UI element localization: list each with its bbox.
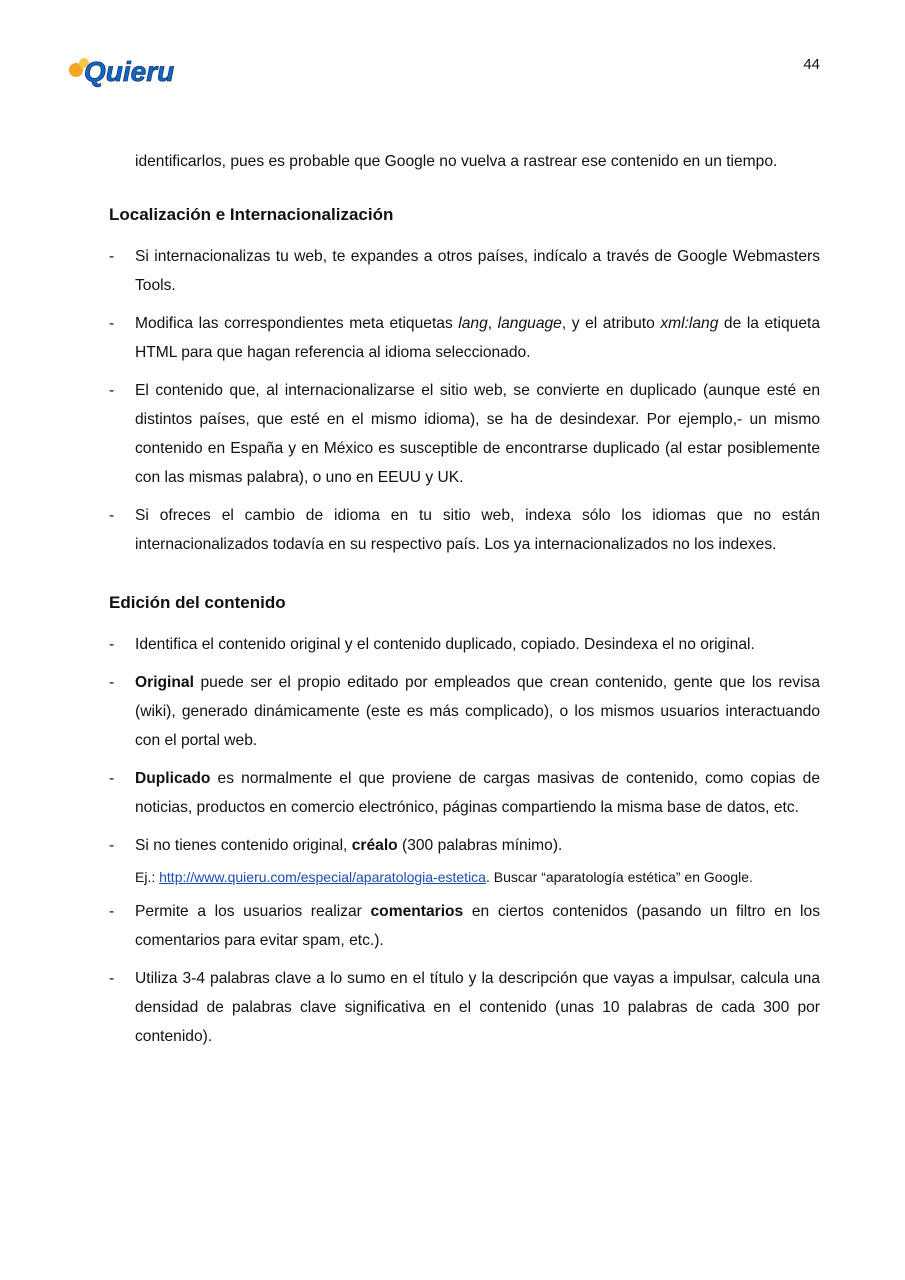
bullet-dash: - xyxy=(109,636,115,653)
list-item: - Modifica las correspondientes meta etiquetas lang, language, y el atributo xml:lang de la etiqueta HTML para que hagan referencia al idioma seleccionado. xyxy=(109,309,820,367)
content-editing-list-cont xyxy=(109,897,820,1051)
list-item: - Si internacionalizas tu web, te expandes a otros países, indícalo a través de Google Webmasters Tools. xyxy=(109,242,820,300)
list-item: - Permite a los usuarios realizar comentarios en ciertos contenidos (pasando un filtro en los comentarios para evitar spam, etc.). xyxy=(109,897,820,955)
page-number: 44 xyxy=(803,56,820,73)
example-link[interactable]: http://www.quieru.com/especial/aparatologia-estetica xyxy=(159,869,486,885)
example-line: Ej.: http://www.quieru.com/especial/aparatologia-estetica. Buscar “aparatología estética” en Google. xyxy=(135,869,753,885)
document-body xyxy=(109,147,820,1060)
logo-graphic xyxy=(64,50,190,96)
bullet-dash: - xyxy=(109,507,115,524)
bullet-dash: - xyxy=(109,837,115,854)
quieru-logo xyxy=(64,50,190,96)
logo-text: Quieru xyxy=(84,56,175,87)
content-editing-list xyxy=(109,630,820,860)
intro-paragraph: identificarlos, pues es probable que Google no vuelva a rastrear ese contenido en un tiempo. xyxy=(135,153,778,170)
bullet-dash: - xyxy=(109,315,115,332)
list-item: - Duplicado es normalmente el que proviene de cargas masivas de contenido, como copias de noticias, productos en comercio electrónico, páginas compartiendo la misma base de datos, etc. xyxy=(109,764,820,822)
list-item: - Si no tienes contenido original, créalo (300 palabras mínimo). xyxy=(109,831,820,860)
list-item: - Original puede ser el propio editado por empleados que crean contenido, gente que los revisa (wiki), generado dinámicamente (este es más complicado), o los mismos usuarios interactuando con el portal web. xyxy=(109,668,820,755)
list-item: - Utiliza 3-4 palabras clave a lo sumo en el título y la descripción que vayas a impulsar, calcula una densidad de palabras clave significativa en el contenido (unas 10 palabras de cada 300 por contenido). xyxy=(109,964,820,1051)
list-item: - Identifica el contenido original y el contenido duplicado, copiado. Desindexa el no original. xyxy=(109,630,820,659)
bullet-dash: - xyxy=(109,382,115,399)
bullet-dash: - xyxy=(109,248,115,265)
bullet-dash: - xyxy=(109,770,115,787)
localization-list xyxy=(109,242,820,559)
section-title-localization: Localización e Internacionalización xyxy=(109,205,394,224)
bullet-dash: - xyxy=(109,903,115,920)
list-item: - Si ofreces el cambio de idioma en tu sitio web, indexa sólo los idiomas que no están internacionalizados todavía en su respectivo país. Los ya internacionalizados no los indexes. xyxy=(109,501,820,559)
bullet-dash: - xyxy=(109,970,115,987)
bullet-dash: - xyxy=(109,674,115,691)
section-title-content-editing: Edición del contenido xyxy=(109,593,286,612)
list-item: - El contenido que, al internacionalizarse el sitio web, se convierte en duplicado (aunque esté en distintos países, que esté en el mismo idioma), se ha de desindexar. Por ejemplo,- un mismo contenido en España y en México es susceptible de encontrarse duplicado (al estar posiblemente con las mismas palabra), o uno en EEUU y UK. xyxy=(109,376,820,492)
